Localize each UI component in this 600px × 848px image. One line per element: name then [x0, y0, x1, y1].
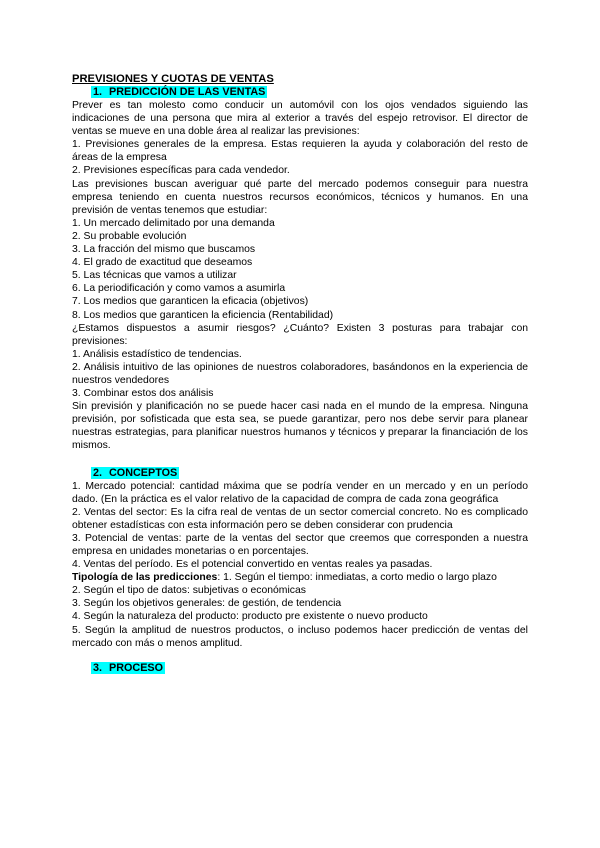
study-item: 3. La fracción del mismo que buscamos [72, 244, 256, 256]
concept-item: 4. Ventas del período. Es el potencial convertido en ventas reales ya pasadas. [72, 559, 433, 571]
study-item: 2. Su probable evolución [72, 230, 187, 242]
section-1-heading [91, 86, 528, 99]
document-title: PREVISIONES Y CUOTAS DE VENTAS [72, 73, 274, 85]
section-2-heading [91, 467, 528, 480]
typology-item: 5. Según la amplitud de nuestros productos, o incluso podemos hacer predicción de ventas del mercado con más o menos amplitud. [72, 624, 528, 649]
concept-item: 1. Mercado potencial: cantidad máxima que se podría vender en un mercado y en un período dado. (En la práctica es el valor relativo de la capacidad de compra de cada zona geográfica [72, 480, 528, 505]
section-2-title: CONCEPTOS [109, 466, 178, 479]
study-item: 6. La periodificación y como vamos a asumirla [72, 283, 286, 295]
posture-item: 2. Análisis intuitivo de las opiniones de nuestros colaboradores, basándonos en la experiencia de nuestros vendedores [72, 361, 528, 386]
area-item: 2. Previsiones específicas para cada vendedor. [72, 165, 290, 177]
study-item: 8. Los medios que garanticen la eficiencia (Rentabilidad) [72, 309, 334, 321]
section-1-highlight [91, 86, 267, 98]
spacer [72, 650, 528, 662]
document-page [72, 73, 528, 675]
section-1-title: PREDICCIÓN DE LAS VENTAS [109, 86, 266, 98]
study-item: 7. Los medios que garanticen la eficacia (objetivos) [72, 296, 309, 308]
spacer [72, 453, 528, 467]
postures-question: ¿Estamos dispuestos a asumir riesgos? ¿Cuánto? Existen 3 posturas para trabajar con previsiones: [72, 322, 528, 347]
concept-item: 2. Ventas del sector: Es la cifra real de ventas de un sector comercial concreto. No es complicado obtener estadísticas con esta información pero se deben considerar con prudencia [72, 506, 528, 531]
section-1-number: 1. [93, 86, 103, 98]
posture-item: 3. Combinar estos dos análisis [72, 388, 214, 400]
study-item: 5. Las técnicas que vamos a utilizar [72, 270, 237, 282]
section-2-number: 2. [93, 466, 103, 479]
section-3-heading [91, 662, 528, 675]
typology-item: 2. Según el tipo de datos: subjetivas o económicas [72, 585, 306, 597]
area-item: 1. Previsiones generales de la empresa. Estas requieren la ayuda y colaboración del resto de áreas de la empresa [72, 139, 528, 164]
concept-item: 3. Potencial de ventas: parte de la ventas del sector que creemos que corresponden a nuestra empresa en unidades monetarias o en porcentajes. [72, 532, 528, 557]
section-3-title: PROCESO [109, 661, 163, 674]
typology-line [72, 571, 528, 584]
typology-label: Tipología de las predicciones [72, 572, 218, 584]
section-1-intro: Prever es tan molesto como conducir un automóvil con los ojos vendados siguiendo las indicaciones de una persona que mira al exterior a través del espejo retrovisor. El director de ventas se mueve en una doble área al realizar las previsiones: [72, 100, 528, 138]
typology-item: 3. Según los objetivos generales: de gestión, de tendencia [72, 598, 342, 610]
posture-item: 1. Análisis estadístico de tendencias. [72, 348, 242, 360]
study-item: 1. Un mercado delimitado por una demanda [72, 217, 275, 229]
study-item: 4. El grado de exactitud que deseamos [72, 257, 253, 269]
section-3-number: 3. [93, 661, 103, 674]
section-1-para-2: Las previsiones buscan averiguar qué parte del mercado podemos conseguir para nuestra empresa teniendo en cuenta nuestros recursos económicos, técnicos y humanos. En una previsión de ventas tenemos que estudiar: [72, 178, 528, 216]
section-3-highlight [91, 662, 165, 674]
typology-first: : 1. Según el tiempo: inmediatas, a corto medio o largo plazo [217, 572, 497, 584]
section-2-highlight [91, 467, 179, 479]
section-1-closing: Sin previsión y planificación no se puede hacer casi nada en el mundo de la empresa. Ninguna previsión, por sofisticada que esta sea, se puede garantizar, pero nos debe servir para planear nuestras estrategias, para planificar nuestros humanos y técnicos y preparar la financiación de los mismos. [72, 401, 528, 452]
typology-item: 4. Según la naturaleza del producto: producto pre existente o nuevo producto [72, 611, 428, 623]
